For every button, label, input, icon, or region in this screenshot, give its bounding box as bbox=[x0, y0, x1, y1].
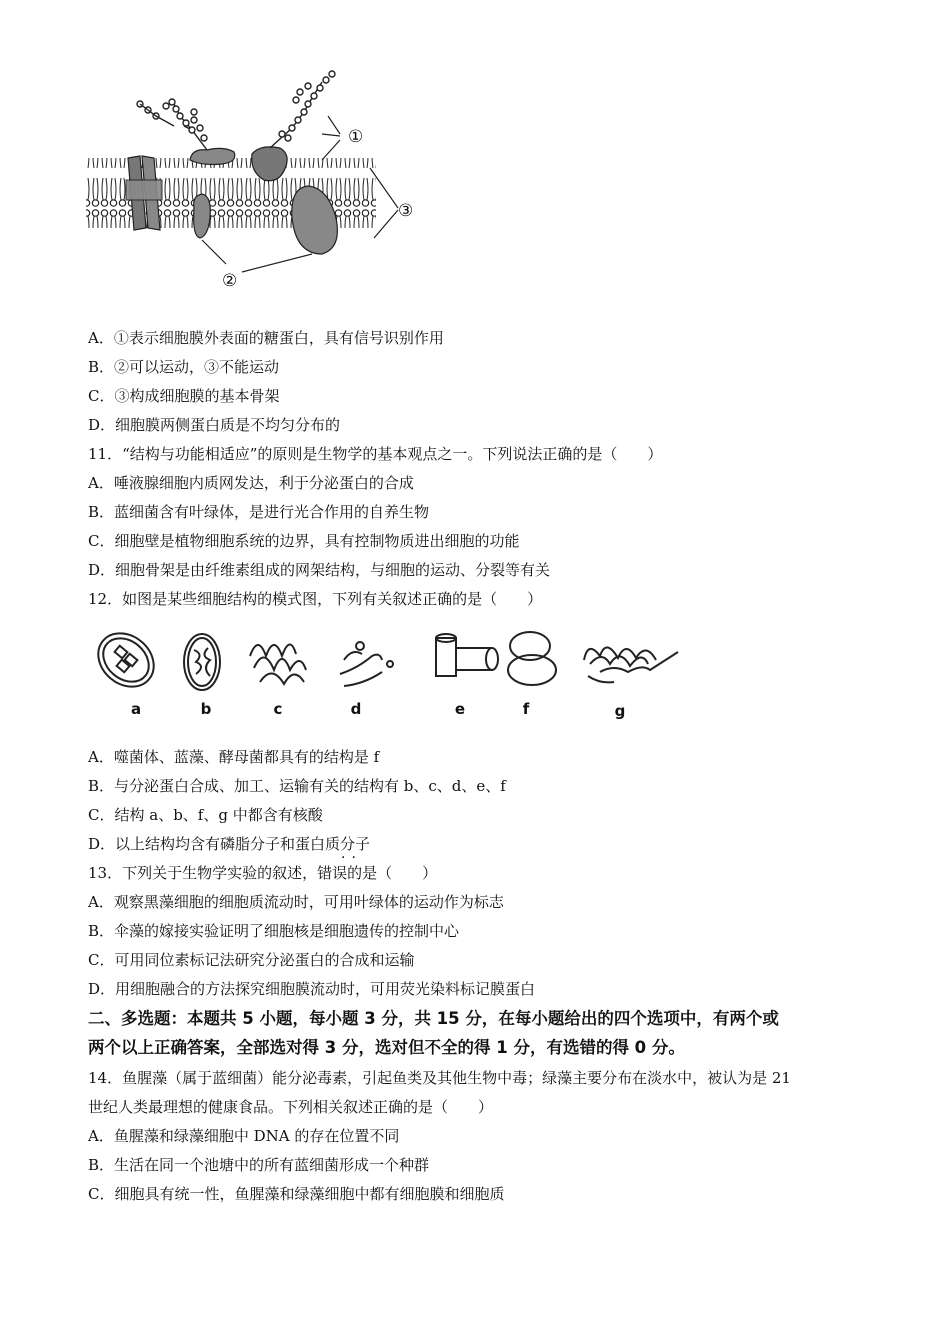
q10-option-d: D．细胞膜两侧蛋白质是不均匀分布的 bbox=[88, 416, 341, 434]
q13-option-c: C．可用同位素标记法研究分泌蛋白的合成和运输 bbox=[88, 951, 415, 969]
label-c: c bbox=[273, 700, 283, 718]
label-b: b bbox=[200, 700, 212, 718]
surface-protein bbox=[190, 148, 235, 164]
q12-option-b: B．与分泌蛋白合成、加工、运输有关的结构有 b、c、d、e、f bbox=[88, 777, 506, 795]
q11-option-a: A．唾液腺细胞内质网发达，利于分泌蛋白的合成 bbox=[88, 474, 414, 492]
q12-option-a: A．噬菌体、蓝藻、酵母菌都具有的结构是 f bbox=[88, 748, 380, 766]
q12-option-c: C．结构 a、b、f、g 中都含有核酸 bbox=[88, 806, 323, 824]
label-d: d bbox=[350, 700, 362, 718]
organelle-d-golgi bbox=[340, 642, 393, 686]
label-1: ① bbox=[348, 127, 364, 147]
cell-membrane-figure bbox=[82, 68, 422, 293]
organelle-c-er bbox=[250, 644, 306, 684]
q14-stem-line2: 世纪人类最理想的健康食品。下列相关叙述正确的是（ ） bbox=[88, 1098, 494, 1116]
organelle-f-ribosome bbox=[508, 632, 556, 685]
q11-option-b: B．蓝细菌含有叶绿体，是进行光合作用的自养生物 bbox=[88, 503, 430, 521]
organelle-b-mitochondrion bbox=[184, 634, 220, 690]
q13-option-d: D．用细胞融合的方法探究细胞膜流动时，可用荧光染料标记膜蛋白 bbox=[88, 980, 536, 998]
q14-stem-line1: 14．鱼腥藻（属于蓝细菌）能分泌毒素，引起鱼类及其他生物中毒；绿藻主要分布在淡水中，被认为是 21 bbox=[88, 1069, 791, 1087]
q13-stem: 13．下列关于生物学实验的叙述，错误的是（ ） bbox=[88, 864, 438, 882]
q11-option-d: D．细胞骨架是由纤维素组成的网架结构，与细胞的运动、分裂等有关 bbox=[88, 561, 551, 579]
section2-heading-line2: 两个以上正确答案，全部选对得 3 分，选对但不全的得 1 分，有选错的得 0 分。 bbox=[88, 1038, 685, 1057]
q11-option-c: C．细胞壁是植物细胞系统的边界，具有控制物质进出细胞的功能 bbox=[88, 532, 520, 550]
label-e: e bbox=[454, 700, 466, 718]
sugar-chain-right bbox=[270, 71, 335, 148]
q14-option-b: B．生活在同一个池塘中的所有蓝细菌形成一个种群 bbox=[88, 1156, 430, 1174]
q13-option-b: B．伞藻的嫁接实验证明了细胞核是细胞遗传的控制中心 bbox=[88, 922, 460, 940]
q10-option-a: A．①表示细胞膜外表面的糖蛋白，具有信号识别作用 bbox=[88, 329, 444, 347]
emphasis-dots: ·· bbox=[341, 850, 362, 866]
section2-heading-line1: 二、多选题：本题共 5 小题，每小题 3 分，共 15 分，在每小题给出的四个选项中，有两个或 bbox=[88, 1009, 779, 1028]
q10-option-c: C．③构成细胞膜的基本骨架 bbox=[88, 387, 280, 405]
sugar-chain-left bbox=[137, 99, 207, 150]
embedded-protein bbox=[194, 194, 211, 238]
q14-option-c: C．细胞具有统一性，鱼腥藻和绿藻细胞中都有细胞膜和细胞质 bbox=[88, 1185, 505, 1203]
q14-option-a: A．鱼腥藻和绿藻细胞中 DNA 的存在位置不同 bbox=[88, 1127, 400, 1145]
q12-option-d: D．以上结构均含有磷脂分子和蛋白质分子 bbox=[88, 835, 371, 853]
q13-option-a: A．观察黑藻细胞的细胞质流动时，可用叶绿体的运动作为标志 bbox=[88, 893, 504, 911]
q10-option-b: B．②可以运动，③不能运动 bbox=[88, 358, 280, 376]
organelles-figure bbox=[90, 620, 690, 726]
organelle-a-chloroplast bbox=[90, 622, 164, 697]
organelle-g-chromatin bbox=[584, 647, 678, 682]
label-a: a bbox=[130, 700, 142, 718]
q12-stem: 12．如图是某些细胞结构的模式图，下列有关叙述正确的是（ ） bbox=[88, 590, 543, 608]
label-g: g bbox=[614, 702, 626, 720]
label-f: f bbox=[522, 700, 530, 718]
organelle-e-centriole bbox=[436, 634, 498, 676]
label-2: ② bbox=[222, 271, 238, 291]
label-3: ③ bbox=[398, 201, 414, 221]
q11-stem: 11．“结构与功能相适应”的原则是生物学的基本观点之一。下列说法正确的是（ ） bbox=[88, 445, 663, 463]
